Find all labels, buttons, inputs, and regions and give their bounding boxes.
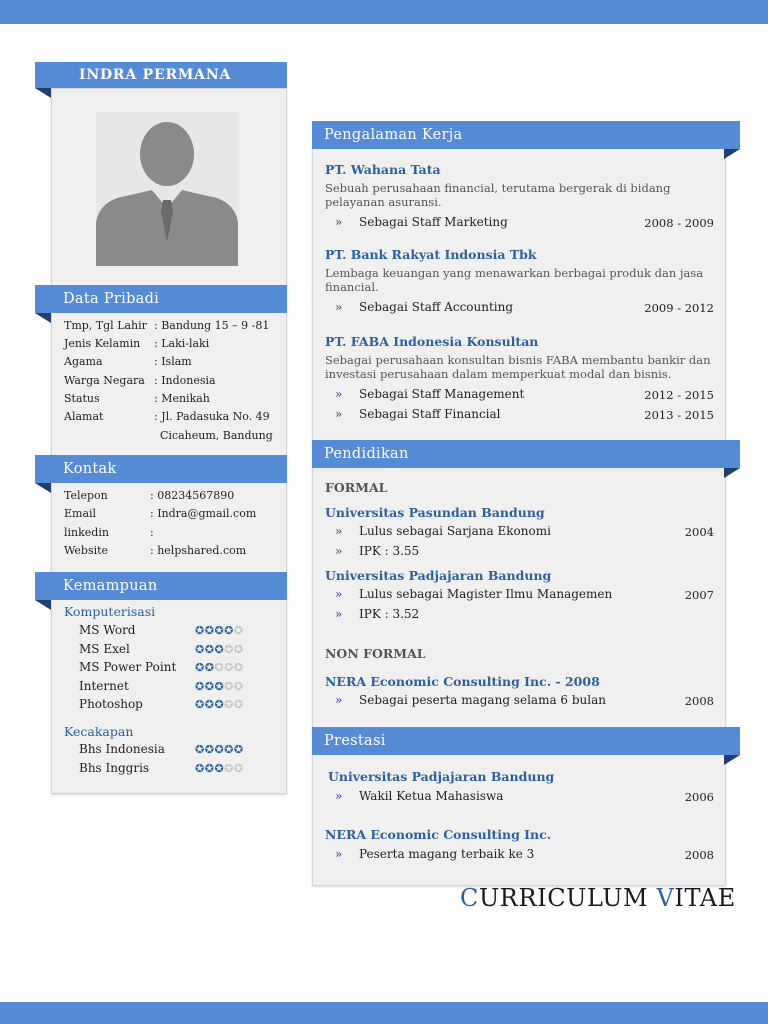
star-filled-icon: ✪ bbox=[195, 761, 205, 775]
star-filled-icon: ✪ bbox=[214, 624, 225, 637]
education-item-text: IPK : 3.55 bbox=[359, 544, 420, 558]
star-filled-icon: ✪ bbox=[214, 642, 225, 656]
job-years: 2013 - 2015 bbox=[644, 408, 714, 422]
job-role-text: Sebagai Staff Financial bbox=[359, 407, 501, 421]
section-title: Kemampuan bbox=[63, 578, 158, 594]
skill-rating-stars bbox=[195, 624, 244, 637]
cv-title-part-2: ITAE bbox=[674, 884, 736, 912]
school-name: Universitas Padjajaran Bandung bbox=[325, 568, 552, 583]
section-title: Kontak bbox=[63, 461, 117, 477]
star-empty-icon: ✪ bbox=[224, 642, 234, 656]
section-title: Prestasi bbox=[324, 733, 386, 749]
chevron-bullet-icon: » bbox=[335, 607, 343, 621]
star-filled-icon: ✪ bbox=[204, 624, 215, 637]
education-item bbox=[335, 587, 612, 601]
star-empty-icon: ✪ bbox=[233, 624, 244, 637]
chevron-bullet-icon: » bbox=[335, 544, 343, 558]
education-item bbox=[335, 524, 551, 538]
education-item-text: Lulus sebagai Magister Ilmu Managemen bbox=[359, 587, 613, 601]
ribbon-fold bbox=[35, 313, 51, 323]
star-empty-icon: ✪ bbox=[233, 661, 244, 675]
achievement-item bbox=[335, 847, 534, 861]
chevron-bullet-icon: » bbox=[335, 587, 343, 601]
job-role-text: Sebagai Staff Accounting bbox=[359, 300, 514, 314]
skill-group-languages: Kecakapan bbox=[64, 724, 134, 739]
personal-label: Tmp, Tgl Lahir bbox=[64, 319, 147, 332]
star-filled-icon: ✪ bbox=[214, 679, 225, 693]
section-header-data-pribadi bbox=[35, 285, 287, 313]
personal-value: : Indonesia bbox=[154, 373, 216, 387]
company-description: Lembaga keuangan yang menawarkan berbagai produk dan jasa financial. bbox=[325, 266, 704, 294]
star-filled-icon: ✪ bbox=[195, 743, 205, 756]
cv-title-initial-c: C bbox=[460, 884, 479, 912]
company-name: PT. Bank Rakyat Indonsia Tbk bbox=[325, 247, 537, 262]
education-year: 2007 bbox=[684, 588, 714, 602]
job-role bbox=[335, 215, 508, 229]
contact-label: linkedin bbox=[64, 525, 109, 539]
personal-label: Alamat bbox=[64, 410, 104, 423]
cv-title-initial-v: V bbox=[656, 884, 675, 912]
star-filled-icon: ✪ bbox=[214, 761, 225, 775]
education-year: 2008 bbox=[684, 694, 714, 708]
skill-rating-stars bbox=[195, 680, 244, 693]
skill-name: MS Power Point bbox=[79, 660, 177, 675]
skill-name: MS Exel bbox=[79, 641, 130, 656]
company-description: Sebuah perusahaan financial, terutama bergerak di bidang pelayanan asuransi. bbox=[325, 181, 671, 209]
star-empty-icon: ✪ bbox=[224, 679, 234, 693]
star-filled-icon: ✪ bbox=[204, 743, 215, 756]
star-filled-icon: ✪ bbox=[233, 743, 244, 756]
school-name: Universitas Pasundan Bandung bbox=[325, 505, 545, 520]
section-title: Pengalaman Kerja bbox=[324, 127, 463, 143]
education-item-text: IPK : 3.52 bbox=[359, 607, 420, 621]
ribbon-fold bbox=[724, 149, 740, 159]
ribbon-fold bbox=[35, 600, 51, 610]
personal-value: : Menikah bbox=[154, 391, 210, 405]
section-header-pendidikan bbox=[312, 440, 740, 468]
contact-label: Website bbox=[64, 543, 109, 557]
star-empty-icon: ✪ bbox=[233, 761, 244, 775]
top-accent-bar bbox=[0, 0, 768, 24]
star-filled-icon: ✪ bbox=[195, 698, 205, 712]
job-role-text: Sebagai Staff Marketing bbox=[359, 215, 508, 229]
skill-name: Bhs Inggris bbox=[79, 760, 150, 775]
achievement-year: 2006 bbox=[684, 790, 714, 804]
education-year: 2004 bbox=[684, 525, 714, 539]
achievement-item bbox=[335, 789, 503, 803]
contact-value: : 08234567890 bbox=[150, 489, 235, 502]
chevron-bullet-icon: » bbox=[335, 387, 343, 401]
star-filled-icon: ✪ bbox=[204, 679, 215, 693]
job-role-text: Sebagai Staff Management bbox=[359, 387, 525, 401]
star-filled-icon: ✪ bbox=[195, 679, 205, 693]
star-filled-icon: ✪ bbox=[204, 661, 215, 675]
profile-photo-placeholder bbox=[96, 112, 238, 266]
chevron-bullet-icon: » bbox=[335, 524, 343, 538]
contact-value: : helpshared.com bbox=[150, 543, 247, 557]
achievement-year: 2008 bbox=[684, 848, 714, 862]
chevron-bullet-icon: » bbox=[335, 847, 343, 861]
job-years: 2009 - 2012 bbox=[644, 301, 714, 315]
formal-label: FORMAL bbox=[325, 480, 388, 495]
star-empty-icon: ✪ bbox=[233, 698, 244, 712]
contact-value: : Indra@gmail.com bbox=[150, 507, 257, 521]
education-item bbox=[335, 693, 606, 707]
education-item-text: Sebagai peserta magang selama 6 bulan bbox=[359, 693, 606, 707]
curriculum-vitae-title bbox=[460, 884, 736, 912]
section-header-prestasi bbox=[312, 727, 740, 755]
education-item-text: Lulus sebagai Sarjana Ekonomi bbox=[359, 524, 551, 538]
achievement-text: Peserta magang terbaik ke 3 bbox=[359, 847, 535, 861]
ribbon-fold bbox=[35, 483, 51, 493]
star-filled-icon: ✪ bbox=[214, 743, 225, 756]
contact-label: Email bbox=[64, 507, 97, 521]
contact-value: : bbox=[150, 525, 154, 539]
star-filled-icon: ✪ bbox=[204, 698, 215, 712]
address-line-2: Cicaheum, Bandung bbox=[160, 429, 273, 442]
star-filled-icon: ✪ bbox=[195, 642, 205, 656]
ribbon-fold bbox=[724, 468, 740, 478]
education-item bbox=[335, 544, 419, 558]
personal-value: : Bandung 15 – 9 -81 bbox=[154, 319, 270, 332]
nonformal-label: NON FORMAL bbox=[325, 646, 426, 661]
company-description: Sebagai perusahaan konsultan bisnis FABA membantu bankir dan investasi perusahaan dalam memperkuat modal dan bisnis. bbox=[325, 353, 711, 381]
skill-rating-stars bbox=[195, 661, 244, 674]
section-header-kontak bbox=[35, 455, 287, 483]
skill-rating-stars bbox=[195, 762, 244, 775]
star-empty-icon: ✪ bbox=[224, 698, 234, 712]
ribbon-fold bbox=[724, 755, 740, 765]
bottom-accent-bar bbox=[0, 1002, 768, 1024]
personal-value: : Laki-laki bbox=[154, 337, 210, 351]
job-years: 2012 - 2015 bbox=[644, 388, 714, 402]
star-empty-icon: ✪ bbox=[214, 661, 225, 675]
skill-rating-stars bbox=[195, 698, 244, 711]
personal-label: Status bbox=[64, 391, 100, 405]
star-filled-icon: ✪ bbox=[224, 624, 234, 637]
skill-rating-stars bbox=[195, 743, 244, 756]
achievement-org: NERA Economic Consulting Inc. bbox=[325, 827, 552, 842]
skill-name: MS Word bbox=[79, 623, 136, 637]
name-ribbon bbox=[35, 62, 287, 88]
company-name: PT. Wahana Tata bbox=[325, 162, 441, 177]
star-filled-icon: ✪ bbox=[195, 624, 205, 637]
star-filled-icon: ✪ bbox=[214, 698, 225, 712]
person-silhouette-icon bbox=[96, 112, 238, 266]
personal-value: : Islam bbox=[154, 355, 192, 369]
skill-rating-stars bbox=[195, 643, 244, 656]
skill-group-computer: Komputerisasi bbox=[64, 604, 156, 619]
person-name: INDRA PERMANA bbox=[79, 67, 232, 83]
section-title: Pendidikan bbox=[324, 446, 409, 462]
personal-value: : Jl. Padasuka No. 49 bbox=[154, 410, 270, 423]
section-header-pengalaman bbox=[312, 121, 740, 149]
chevron-bullet-icon: » bbox=[335, 215, 343, 229]
education-item bbox=[335, 607, 419, 621]
star-filled-icon: ✪ bbox=[195, 661, 205, 675]
job-role bbox=[335, 387, 524, 401]
job-role bbox=[335, 407, 501, 421]
company-name: PT. FABA Indonesia Konsultan bbox=[325, 334, 539, 349]
skill-name: Internet bbox=[79, 678, 129, 693]
ribbon-fold bbox=[35, 88, 51, 98]
cv-title-part-1: URRICULUM bbox=[478, 884, 657, 912]
section-title: Data Pribadi bbox=[63, 291, 160, 307]
star-empty-icon: ✪ bbox=[224, 761, 234, 775]
personal-label: Warga Negara bbox=[64, 373, 145, 387]
skill-name: Photoshop bbox=[79, 697, 143, 712]
chevron-bullet-icon: » bbox=[335, 789, 343, 803]
achievement-org: Universitas Padjajaran Bandung bbox=[328, 769, 555, 784]
achievement-text: Wakil Ketua Mahasiswa bbox=[359, 789, 504, 803]
star-filled-icon: ✪ bbox=[224, 743, 234, 756]
chevron-bullet-icon: » bbox=[335, 407, 343, 421]
section-header-kemampuan bbox=[35, 572, 287, 600]
personal-label: Agama bbox=[64, 355, 103, 369]
school-name: NERA Economic Consulting Inc. - 2008 bbox=[325, 674, 600, 689]
star-empty-icon: ✪ bbox=[233, 642, 244, 656]
job-role bbox=[335, 300, 513, 314]
star-filled-icon: ✪ bbox=[204, 761, 215, 775]
chevron-bullet-icon: » bbox=[335, 693, 343, 707]
chevron-bullet-icon: » bbox=[335, 300, 343, 314]
skill-name: Bhs Indonesia bbox=[79, 742, 165, 756]
personal-label: Jenis Kelamin bbox=[64, 337, 141, 351]
star-empty-icon: ✪ bbox=[233, 679, 244, 693]
job-years: 2008 - 2009 bbox=[644, 216, 714, 230]
star-filled-icon: ✪ bbox=[204, 642, 215, 656]
contact-label: Telepon bbox=[64, 489, 108, 502]
star-empty-icon: ✪ bbox=[224, 661, 234, 675]
